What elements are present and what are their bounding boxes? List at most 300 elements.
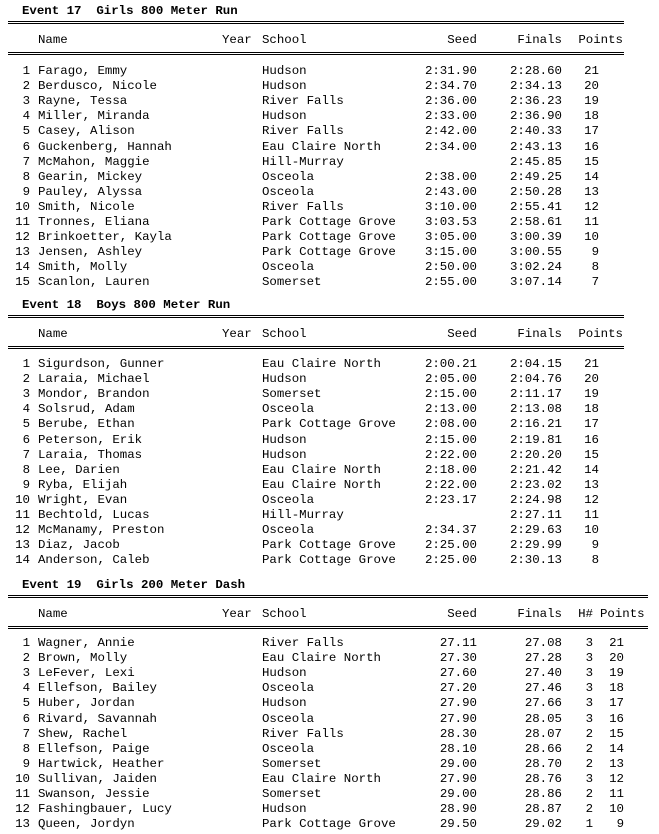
result-row (0, 357, 659, 372)
school: Osceola (262, 523, 315, 538)
header-finals: Finals (517, 33, 562, 47)
athlete-name: LeFever, Lexi (38, 666, 135, 681)
finals-time: 2:49.25 (509, 169, 562, 184)
school: Hudson (262, 696, 307, 711)
seed-time: 28.30 (439, 726, 477, 741)
school: River Falls (262, 726, 344, 741)
place: 1 (22, 64, 30, 78)
finals-time: 2:29.63 (509, 523, 562, 538)
athlete-name: Solsrud, Adam (38, 402, 135, 417)
finals-time: 2:20.20 (509, 447, 562, 462)
result-row (0, 523, 659, 538)
points: 13 (584, 184, 599, 199)
result-row (0, 64, 659, 79)
place: 10 (15, 492, 30, 507)
heat-number: 3 (585, 681, 593, 696)
place: 8 (22, 169, 30, 184)
school: River Falls (262, 94, 344, 109)
place: 1 (22, 357, 30, 371)
result-row (0, 200, 659, 215)
seed-time: 2:15.00 (424, 432, 477, 447)
result-row (0, 681, 659, 696)
seed-time: 2:55.00 (424, 275, 477, 290)
points: 11 (584, 508, 599, 522)
seed-time: 3:05.00 (424, 230, 477, 245)
school: Eau Claire North (262, 462, 381, 477)
athlete-name: Pauley, Alyssa (38, 184, 143, 199)
athlete-name: Anderson, Caleb (38, 553, 150, 568)
result-row (0, 170, 659, 185)
finals-time: 2:04.76 (509, 372, 562, 387)
finals-time: 2:24.98 (509, 492, 562, 507)
finals-time: 27.28 (524, 651, 562, 666)
finals-time: 28.66 (524, 741, 562, 756)
school: Osceola (262, 741, 315, 756)
finals-time: 2:04.15 (509, 357, 562, 371)
seed-time: 27.90 (439, 771, 477, 786)
points: 8 (591, 553, 599, 568)
place: 9 (22, 184, 30, 199)
athlete-name: Fashingbauer, Lucy (38, 802, 172, 817)
result-row (0, 757, 659, 772)
school: Park Cottage Grove (262, 817, 396, 832)
header-school: School (262, 607, 307, 621)
place: 9 (22, 756, 30, 771)
seed-time: 2:31.90 (424, 64, 477, 78)
seed-time: 2:22.00 (424, 447, 477, 462)
athlete-name: Sigurdson, Gunner (38, 357, 165, 371)
finals-time: 3:02.24 (509, 260, 562, 275)
column-header-row (0, 33, 659, 48)
place: 14 (15, 553, 30, 568)
place: 7 (22, 726, 30, 741)
header-points: Points (600, 607, 645, 621)
place: 6 (22, 139, 30, 154)
athlete-name: Queen, Jordyn (38, 817, 135, 832)
points: 15 (584, 447, 599, 462)
athlete-name: Shew, Rachel (38, 726, 128, 741)
school: Hudson (262, 432, 307, 447)
seed-time: 2:18.00 (424, 462, 477, 477)
heat-number: 2 (585, 726, 593, 741)
seed-time: 2:05.00 (424, 372, 477, 387)
school: Park Cottage Grove (262, 230, 396, 245)
finals-time: 2:43.13 (509, 139, 562, 154)
athlete-name: Rivard, Savannah (38, 711, 157, 726)
heat-number: 2 (585, 756, 593, 771)
result-row (0, 742, 659, 757)
result-row (0, 802, 659, 817)
divider (8, 346, 624, 349)
seed-time: 2:08.00 (424, 417, 477, 432)
finals-time: 2:50.28 (509, 184, 562, 199)
seed-time: 29.00 (439, 787, 477, 801)
athlete-name: Diaz, Jacob (38, 538, 120, 553)
result-row (0, 79, 659, 94)
finals-time: 2:40.33 (509, 124, 562, 139)
result-row (0, 109, 659, 124)
seed-time: 3:15.00 (424, 245, 477, 260)
seed-time: 2:23.17 (424, 492, 477, 507)
heat-number: 1 (585, 817, 593, 832)
finals-time: 2:13.08 (509, 402, 562, 417)
school: Park Cottage Grove (262, 215, 396, 229)
place: 9 (22, 477, 30, 492)
school: Eau Claire North (262, 771, 381, 786)
points: 18 (609, 681, 624, 696)
athlete-name: Mondor, Brandon (38, 387, 150, 402)
result-row (0, 478, 659, 493)
result-row (0, 787, 659, 802)
place: 10 (15, 199, 30, 214)
place: 11 (15, 787, 30, 801)
athlete-name: Guckenberg, Hannah (38, 139, 172, 154)
finals-time: 27.46 (524, 681, 562, 696)
finals-time: 2:30.13 (509, 553, 562, 568)
athlete-name: Smith, Molly (38, 260, 128, 275)
finals-time: 28.86 (524, 787, 562, 801)
place: 12 (15, 523, 30, 538)
header-school: School (262, 33, 307, 47)
athlete-name: Wagner, Annie (38, 636, 135, 650)
points: 21 (609, 636, 624, 650)
result-row (0, 712, 659, 727)
heat-number: 3 (585, 636, 593, 650)
athlete-name: Smith, Nicole (38, 199, 135, 214)
finals-time: 2:21.42 (509, 462, 562, 477)
divider (8, 315, 624, 318)
result-row (0, 433, 659, 448)
seed-time: 2:00.21 (424, 357, 477, 371)
school: Park Cottage Grove (262, 417, 396, 432)
result-row (0, 124, 659, 139)
school: Eau Claire North (262, 357, 381, 371)
result-row (0, 448, 659, 463)
finals-time: 2:45.85 (509, 154, 562, 169)
athlete-name: Laraia, Michael (38, 372, 150, 387)
school: Osceola (262, 260, 315, 275)
result-row (0, 230, 659, 245)
place: 8 (22, 741, 30, 756)
place: 2 (22, 372, 30, 387)
divider (8, 21, 624, 24)
finals-time: 3:07.14 (509, 275, 562, 290)
place: 4 (22, 109, 30, 124)
school: Osceola (262, 184, 315, 199)
school: Park Cottage Grove (262, 245, 396, 260)
school: Hudson (262, 64, 307, 78)
athlete-name: Rayne, Tessa (38, 94, 128, 109)
result-row (0, 772, 659, 787)
header-finals: Finals (517, 327, 562, 341)
points: 21 (584, 64, 599, 78)
finals-time: 2:36.90 (509, 109, 562, 124)
athlete-name: Wright, Evan (38, 492, 128, 507)
points: 21 (584, 357, 599, 371)
seed-time: 2:43.00 (424, 184, 477, 199)
place: 4 (22, 681, 30, 696)
heat-number: 3 (585, 696, 593, 711)
school: Somerset (262, 275, 322, 290)
points: 16 (584, 139, 599, 154)
finals-time: 2:16.21 (509, 417, 562, 432)
result-row (0, 666, 659, 681)
header-year: Year (222, 33, 252, 47)
result-row (0, 817, 659, 832)
seed-time: 27.60 (439, 666, 477, 681)
place: 3 (22, 387, 30, 402)
place: 6 (22, 711, 30, 726)
seed-time: 2:25.00 (424, 538, 477, 553)
seed-time: 29.50 (439, 817, 477, 832)
place: 7 (22, 447, 30, 462)
finals-time: 28.70 (524, 756, 562, 771)
points: 11 (609, 787, 624, 801)
result-row (0, 651, 659, 666)
athlete-name: Berdusco, Nicole (38, 79, 157, 94)
points: 9 (616, 817, 624, 832)
event-title: Event 17 Girls 800 Meter Run (22, 4, 238, 18)
athlete-name: McManamy, Preston (38, 523, 165, 538)
heat-number: 3 (585, 666, 593, 681)
points: 15 (584, 154, 599, 169)
finals-time: 28.87 (524, 802, 562, 817)
school: Somerset (262, 387, 322, 402)
finals-time: 2:28.60 (509, 64, 562, 78)
athlete-name: Swanson, Jessie (38, 787, 150, 801)
athlete-name: Bechtold, Lucas (38, 508, 150, 522)
points: 11 (584, 215, 599, 229)
athlete-name: Lee, Darien (38, 462, 120, 477)
column-header-row (0, 327, 659, 342)
finals-time: 28.07 (524, 726, 562, 741)
points: 17 (609, 696, 624, 711)
athlete-name: Miller, Miranda (38, 109, 150, 124)
points: 19 (584, 94, 599, 109)
result-row (0, 538, 659, 553)
points: 14 (609, 741, 624, 756)
place: 6 (22, 432, 30, 447)
seed-time: 2:34.00 (424, 139, 477, 154)
points: 10 (584, 523, 599, 538)
points: 20 (584, 372, 599, 387)
header-year: Year (222, 607, 252, 621)
place: 12 (15, 802, 30, 817)
school: Osceola (262, 492, 315, 507)
athlete-name: Ellefson, Paige (38, 741, 150, 756)
place: 11 (15, 215, 30, 229)
place: 15 (15, 275, 30, 290)
result-row (0, 463, 659, 478)
points: 19 (584, 387, 599, 402)
place: 4 (22, 402, 30, 417)
result-row (0, 493, 659, 508)
header-seed: Seed (447, 33, 477, 47)
points: 20 (609, 651, 624, 666)
place: 2 (22, 79, 30, 94)
athlete-name: Brown, Molly (38, 651, 128, 666)
finals-time: 2:36.23 (509, 94, 562, 109)
result-row (0, 417, 659, 432)
header-seed: Seed (447, 607, 477, 621)
seed-time: 2:34.37 (424, 523, 477, 538)
school: Hudson (262, 79, 307, 94)
finals-time: 3:00.39 (509, 230, 562, 245)
athlete-name: Peterson, Erik (38, 432, 143, 447)
finals-time: 27.08 (524, 636, 562, 650)
points: 16 (609, 711, 624, 726)
place: 1 (22, 636, 30, 650)
school: Somerset (262, 787, 322, 801)
header-school: School (262, 327, 307, 341)
school: Hudson (262, 109, 307, 124)
points: 16 (584, 432, 599, 447)
seed-time: 3:10.00 (424, 199, 477, 214)
seed-time: 27.30 (439, 651, 477, 666)
school: River Falls (262, 199, 344, 214)
result-row (0, 260, 659, 275)
place: 11 (15, 508, 30, 522)
place: 3 (22, 94, 30, 109)
athlete-name: Gearin, Mickey (38, 169, 143, 184)
place: 13 (15, 538, 30, 553)
heat-number: 3 (585, 771, 593, 786)
seed-time: 2:25.00 (424, 553, 477, 568)
finals-time: 27.66 (524, 696, 562, 711)
school: Eau Claire North (262, 477, 381, 492)
finals-time: 2:34.13 (509, 79, 562, 94)
seed-time: 27.90 (439, 711, 477, 726)
points: 10 (584, 230, 599, 245)
points: 20 (584, 79, 599, 94)
school: Hill-Murray (262, 154, 344, 169)
points: 10 (609, 802, 624, 817)
finals-time: 2:11.17 (509, 387, 562, 402)
result-row (0, 696, 659, 711)
result-row (0, 185, 659, 200)
points: 14 (584, 462, 599, 477)
points: 18 (584, 402, 599, 417)
finals-time: 2:55.41 (509, 199, 562, 214)
seed-time: 2:22.00 (424, 477, 477, 492)
school: Eau Claire North (262, 139, 381, 154)
place: 2 (22, 651, 30, 666)
seed-time: 29.00 (439, 756, 477, 771)
result-row (0, 636, 659, 651)
seed-time: 2:33.00 (424, 109, 477, 124)
seed-time: 28.10 (439, 741, 477, 756)
header-year: Year (222, 327, 252, 341)
school: Hudson (262, 802, 307, 817)
result-row (0, 215, 659, 230)
divider (8, 595, 648, 598)
points: 14 (584, 169, 599, 184)
seed-time: 27.90 (439, 696, 477, 711)
result-row (0, 94, 659, 109)
athlete-name: Jensen, Ashley (38, 245, 143, 260)
seed-time: 3:03.53 (424, 215, 477, 229)
points: 13 (609, 756, 624, 771)
points: 9 (591, 245, 599, 260)
seed-time: 2:13.00 (424, 402, 477, 417)
athlete-name: Hartwick, Heather (38, 756, 165, 771)
divider (8, 626, 648, 629)
header-name: Name (38, 33, 68, 47)
place: 13 (15, 817, 30, 832)
athlete-name: Tronnes, Eliana (38, 215, 150, 229)
header-points: Points (578, 33, 623, 47)
place: 14 (15, 260, 30, 275)
seed-time: 2:36.00 (424, 94, 477, 109)
seed-time: 2:42.00 (424, 124, 477, 139)
athlete-name: Casey, Alison (38, 124, 135, 139)
heat-number: 2 (585, 787, 593, 801)
heat-number: 3 (585, 651, 593, 666)
header-heat: H# (578, 607, 593, 621)
seed-time: 2:15.00 (424, 387, 477, 402)
finals-time: 2:23.02 (509, 477, 562, 492)
seed-time: 27.11 (439, 636, 477, 650)
event-title: Event 19 Girls 200 Meter Dash (22, 578, 246, 592)
header-name: Name (38, 607, 68, 621)
seed-time: 28.90 (439, 802, 477, 817)
school: Osceola (262, 681, 315, 696)
seed-time: 2:38.00 (424, 169, 477, 184)
school: Hill-Murray (262, 508, 344, 522)
points: 15 (609, 726, 624, 741)
school: Osceola (262, 711, 315, 726)
athlete-name: Ellefson, Bailey (38, 681, 157, 696)
points: 12 (584, 199, 599, 214)
school: Hudson (262, 447, 307, 462)
athlete-name: McMahon, Maggie (38, 154, 150, 169)
points: 19 (609, 666, 624, 681)
points: 8 (591, 260, 599, 275)
heat-number: 2 (585, 802, 593, 817)
result-row (0, 402, 659, 417)
athlete-name: Scanlon, Lauren (38, 275, 150, 290)
seed-time: 27.20 (439, 681, 477, 696)
place: 3 (22, 666, 30, 681)
school: Park Cottage Grove (262, 553, 396, 568)
finals-time: 2:19.81 (509, 432, 562, 447)
points: 12 (584, 492, 599, 507)
place: 5 (22, 417, 30, 432)
school: Osceola (262, 402, 315, 417)
place: 13 (15, 245, 30, 260)
result-row (0, 508, 659, 523)
athlete-name: Brinkoetter, Kayla (38, 230, 172, 245)
result-row (0, 553, 659, 568)
result-row (0, 245, 659, 260)
divider (8, 52, 624, 55)
school: Eau Claire North (262, 651, 381, 666)
finals-time: 2:58.61 (509, 215, 562, 229)
finals-time: 28.05 (524, 711, 562, 726)
athlete-name: Huber, Jordan (38, 696, 135, 711)
school: Park Cottage Grove (262, 538, 396, 553)
athlete-name: Laraia, Thomas (38, 447, 143, 462)
result-row (0, 275, 659, 290)
points: 12 (609, 771, 624, 786)
result-row (0, 727, 659, 742)
points: 9 (591, 538, 599, 553)
header-finals: Finals (517, 607, 562, 621)
column-header-row (0, 607, 659, 622)
athlete-name: Ryba, Elijah (38, 477, 128, 492)
result-row (0, 155, 659, 170)
header-points: Points (578, 327, 623, 341)
